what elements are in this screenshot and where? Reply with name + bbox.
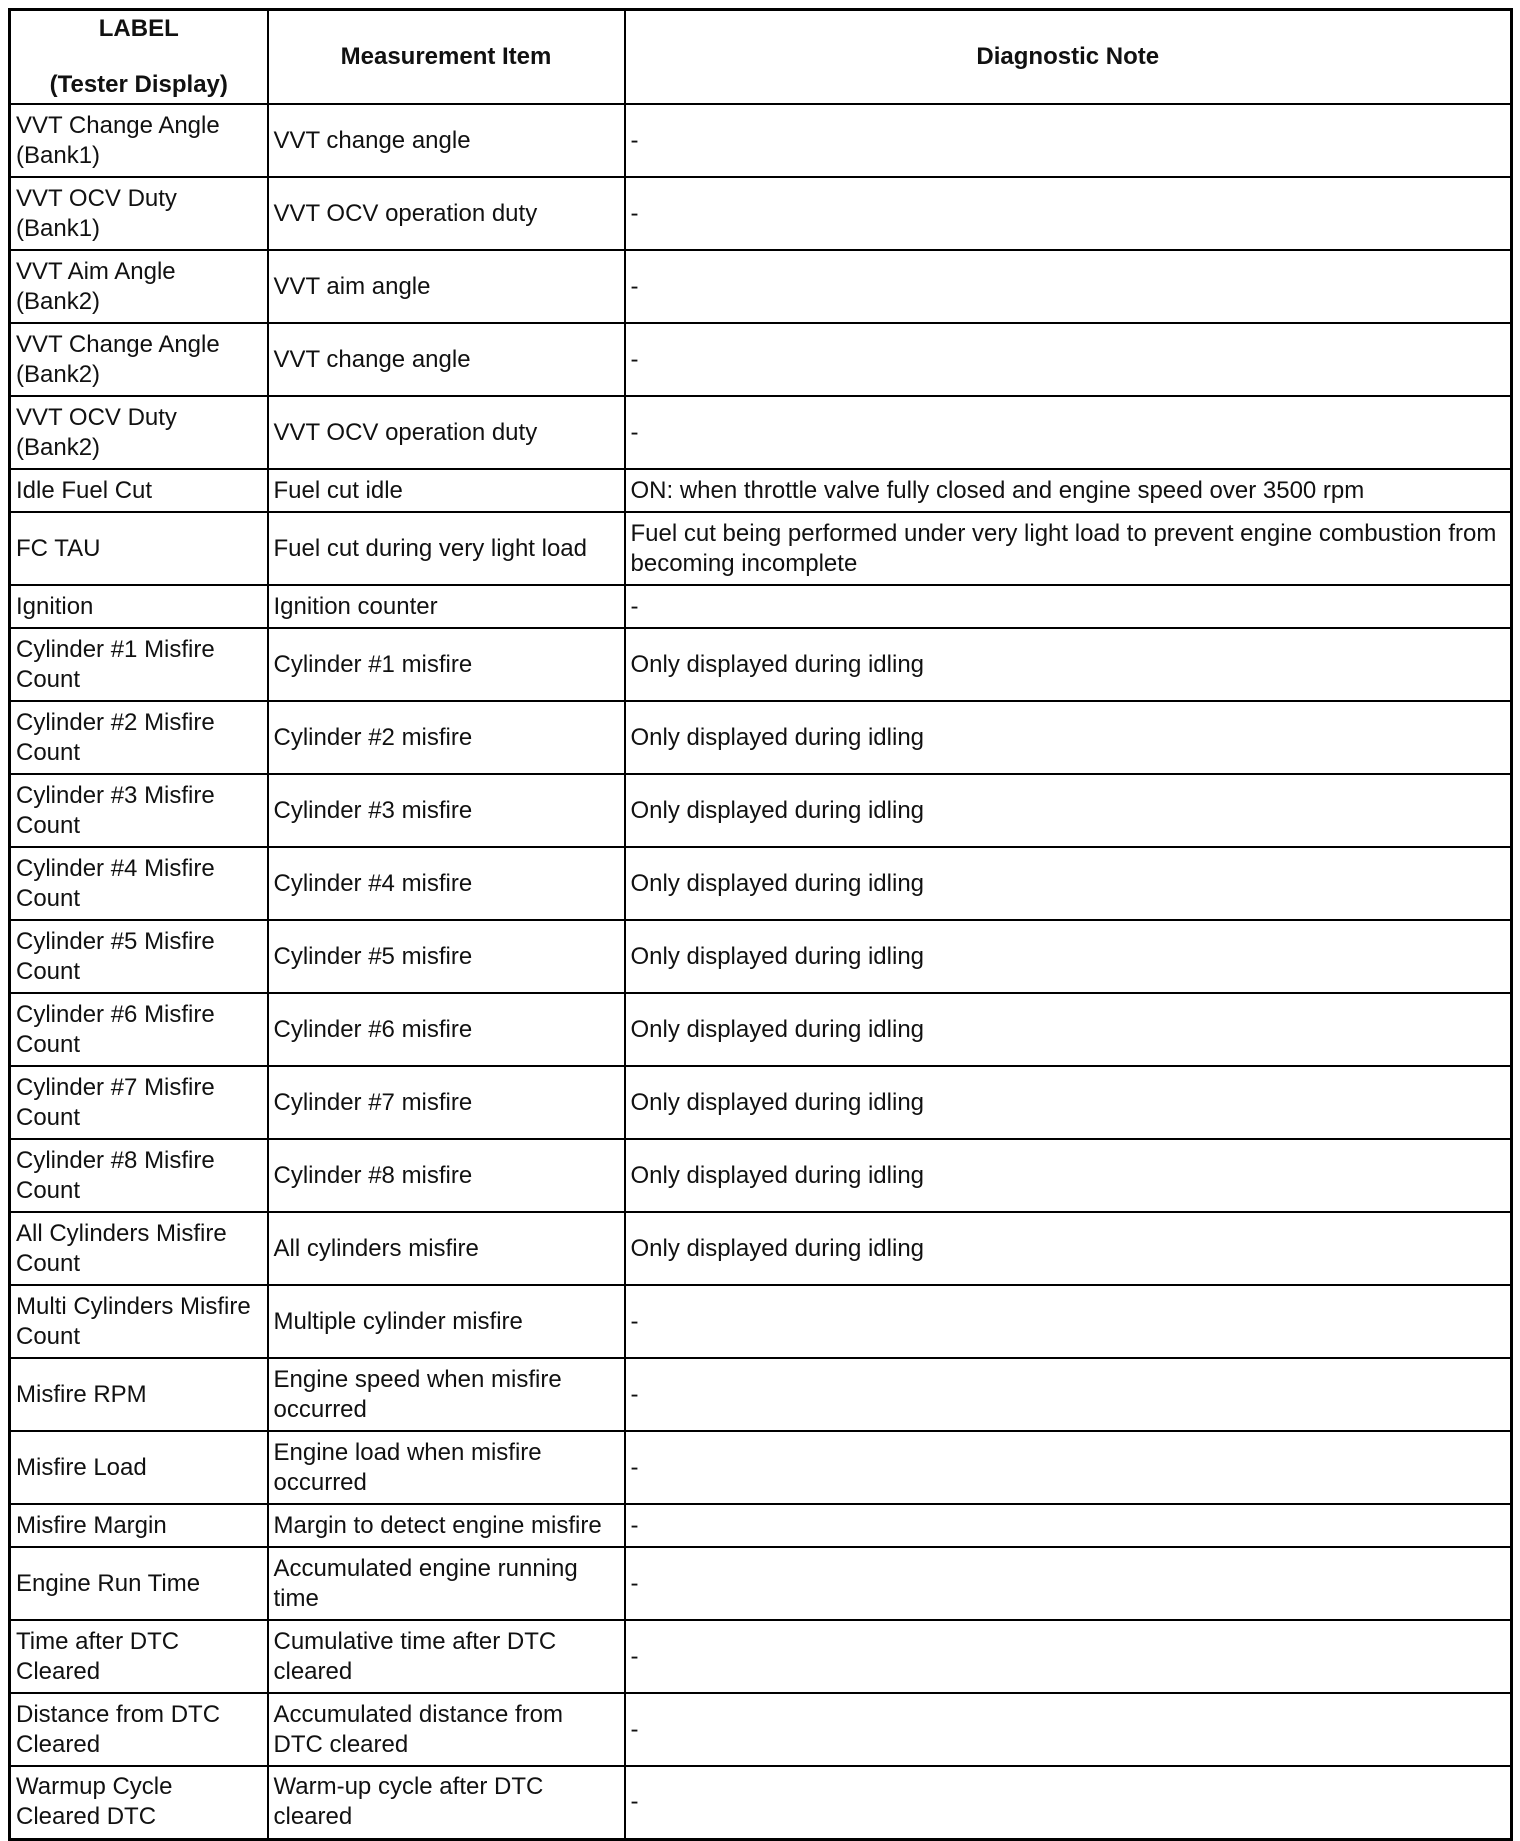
- cell-label: FC TAU: [10, 512, 268, 585]
- cell-diagnostic-note: -: [625, 1285, 1512, 1358]
- cell-measurement-item: Cylinder #5 misfire: [268, 920, 625, 993]
- table-row: [10, 1431, 1512, 1504]
- cell-diagnostic-note: -: [625, 1693, 1512, 1766]
- cell-diagnostic-note: -: [625, 1504, 1512, 1547]
- table-row: [10, 993, 1512, 1066]
- header-label-line2: (Tester Display): [49, 71, 228, 98]
- cell-label: Ignition: [10, 585, 268, 628]
- cell-diagnostic-note: Only displayed during idling: [625, 1212, 1512, 1285]
- cell-measurement-item: Fuel cut during very light load: [268, 512, 625, 585]
- table-row: [10, 1693, 1512, 1766]
- cell-diagnostic-note: -: [625, 1431, 1512, 1504]
- cell-measurement-item: Accumulated distance from DTC cleared: [268, 1693, 625, 1766]
- cell-label: VVT Aim Angle (Bank2): [10, 250, 268, 323]
- table-row: [10, 628, 1512, 701]
- table-row: [10, 104, 1512, 177]
- cell-measurement-item: VVT aim angle: [268, 250, 625, 323]
- table-row: [10, 847, 1512, 920]
- data-list-table: [8, 8, 1513, 1841]
- cell-diagnostic-note: -: [625, 250, 1512, 323]
- table-row: [10, 1620, 1512, 1693]
- cell-measurement-item: Ignition counter: [268, 585, 625, 628]
- cell-label: VVT Change Angle (Bank2): [10, 323, 268, 396]
- cell-label: Cylinder #7 Misfire Count: [10, 1066, 268, 1139]
- table-row: [10, 1139, 1512, 1212]
- cell-measurement-item: Cylinder #6 misfire: [268, 993, 625, 1066]
- cell-diagnostic-note: -: [625, 1620, 1512, 1693]
- header-measurement-item: Measurement Item: [268, 10, 625, 105]
- table-row: [10, 920, 1512, 993]
- cell-label: Multi Cylinders Misfire Count: [10, 1285, 268, 1358]
- cell-measurement-item: Cumulative time after DTC cleared: [268, 1620, 625, 1693]
- cell-label: Misfire Margin: [10, 1504, 268, 1547]
- cell-label: Idle Fuel Cut: [10, 469, 268, 512]
- cell-diagnostic-note: ON: when throttle valve fully closed and engine speed over 3500 rpm: [625, 469, 1512, 512]
- cell-measurement-item: VVT change angle: [268, 104, 625, 177]
- cell-label: Cylinder #3 Misfire Count: [10, 774, 268, 847]
- cell-diagnostic-note: -: [625, 585, 1512, 628]
- cell-measurement-item: Cylinder #2 misfire: [268, 701, 625, 774]
- cell-diagnostic-note: Only displayed during idling: [625, 993, 1512, 1066]
- cell-diagnostic-note: -: [625, 1547, 1512, 1620]
- cell-label: Cylinder #4 Misfire Count: [10, 847, 268, 920]
- header-label-line1: LABEL: [98, 15, 179, 42]
- cell-label: Misfire Load: [10, 1431, 268, 1504]
- cell-label: Cylinder #8 Misfire Count: [10, 1139, 268, 1212]
- table-row: [10, 469, 1512, 512]
- cell-diagnostic-note: Only displayed during idling: [625, 628, 1512, 701]
- cell-measurement-item: Warm-up cycle after DTC cleared: [268, 1766, 625, 1839]
- cell-measurement-item: Cylinder #4 misfire: [268, 847, 625, 920]
- cell-measurement-item: Engine speed when misfire occurred: [268, 1358, 625, 1431]
- cell-label: VVT OCV Duty (Bank2): [10, 396, 268, 469]
- cell-diagnostic-note: Only displayed during idling: [625, 847, 1512, 920]
- cell-label: VVT Change Angle (Bank1): [10, 104, 268, 177]
- cell-measurement-item: Fuel cut idle: [268, 469, 625, 512]
- table-header-row: [10, 10, 1512, 105]
- table-row: [10, 323, 1512, 396]
- table-row: [10, 701, 1512, 774]
- cell-measurement-item: VVT OCV operation duty: [268, 396, 625, 469]
- header-label: [10, 10, 268, 105]
- cell-measurement-item: Cylinder #8 misfire: [268, 1139, 625, 1212]
- cell-diagnostic-note: Only displayed during idling: [625, 1066, 1512, 1139]
- cell-label: Distance from DTC Cleared: [10, 1693, 268, 1766]
- cell-label: Cylinder #5 Misfire Count: [10, 920, 268, 993]
- cell-measurement-item: All cylinders misfire: [268, 1212, 625, 1285]
- cell-label: Cylinder #6 Misfire Count: [10, 993, 268, 1066]
- cell-measurement-item: Multiple cylinder misfire: [268, 1285, 625, 1358]
- table-row: [10, 1766, 1512, 1839]
- cell-measurement-item: Accumulated engine running time: [268, 1547, 625, 1620]
- cell-diagnostic-note: Only displayed during idling: [625, 920, 1512, 993]
- cell-diagnostic-note: -: [625, 177, 1512, 250]
- cell-diagnostic-note: -: [625, 104, 1512, 177]
- table-row: [10, 1066, 1512, 1139]
- cell-diagnostic-note: -: [625, 1766, 1512, 1839]
- table-row: [10, 1358, 1512, 1431]
- cell-measurement-item: Engine load when misfire occurred: [268, 1431, 625, 1504]
- cell-measurement-item: Cylinder #7 misfire: [268, 1066, 625, 1139]
- cell-label: Warmup Cycle Cleared DTC: [10, 1766, 268, 1839]
- cell-label: Engine Run Time: [10, 1547, 268, 1620]
- cell-label: All Cylinders Misfire Count: [10, 1212, 268, 1285]
- cell-diagnostic-note: Only displayed during idling: [625, 1139, 1512, 1212]
- cell-measurement-item: Cylinder #3 misfire: [268, 774, 625, 847]
- table-row: [10, 250, 1512, 323]
- table-row: [10, 1212, 1512, 1285]
- cell-label: Cylinder #2 Misfire Count: [10, 701, 268, 774]
- cell-measurement-item: VVT change angle: [268, 323, 625, 396]
- cell-label: Time after DTC Cleared: [10, 1620, 268, 1693]
- header-diagnostic-note: Diagnostic Note: [625, 10, 1512, 105]
- cell-label: Misfire RPM: [10, 1358, 268, 1431]
- cell-diagnostic-note: Fuel cut being performed under very light load to prevent engine combustion from becoming incomplete: [625, 512, 1512, 585]
- cell-label: Cylinder #1 Misfire Count: [10, 628, 268, 701]
- table-row: [10, 396, 1512, 469]
- cell-diagnostic-note: -: [625, 1358, 1512, 1431]
- table-row: [10, 774, 1512, 847]
- cell-diagnostic-note: -: [625, 396, 1512, 469]
- table-row: [10, 512, 1512, 585]
- table-row: [10, 585, 1512, 628]
- table-row: [10, 177, 1512, 250]
- table-row: [10, 1285, 1512, 1358]
- table-row: [10, 1504, 1512, 1547]
- cell-diagnostic-note: Only displayed during idling: [625, 774, 1512, 847]
- cell-diagnostic-note: -: [625, 323, 1512, 396]
- cell-measurement-item: Cylinder #1 misfire: [268, 628, 625, 701]
- table-row: [10, 1547, 1512, 1620]
- cell-measurement-item: Margin to detect engine misfire: [268, 1504, 625, 1547]
- cell-diagnostic-note: Only displayed during idling: [625, 701, 1512, 774]
- cell-label: VVT OCV Duty (Bank1): [10, 177, 268, 250]
- cell-measurement-item: VVT OCV operation duty: [268, 177, 625, 250]
